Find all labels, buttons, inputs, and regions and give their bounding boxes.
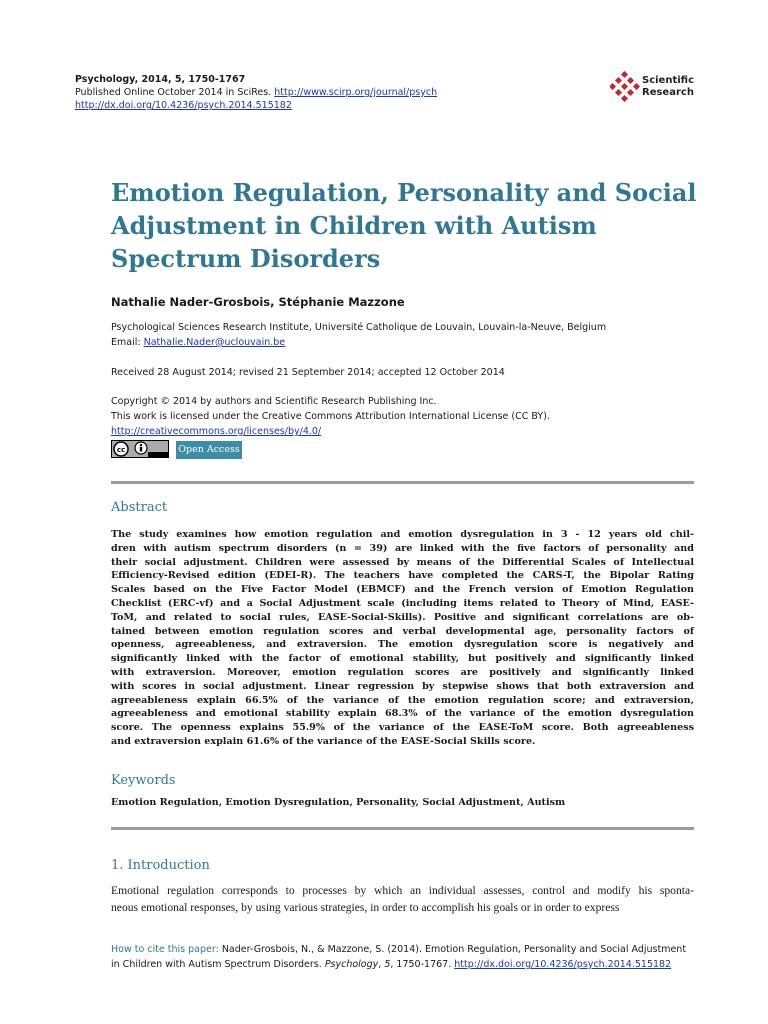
affiliation: Psychological Sciences Research Institute, Université Catholique de Louvain, Louvain-la-Neuve, Belgium bbox=[111, 322, 607, 333]
abstract-text bbox=[111, 528, 694, 749]
abstract-line: their social adjustment. Children were assessed by means of the Differential Scales of Intellectual bbox=[111, 556, 694, 568]
introduction-line: neous emotional responses, by using various strategies, in order to accomplish his goals or in order to express bbox=[111, 901, 620, 914]
license-text: This work is licensed under the Creative Commons Attribution International License (CC BY). bbox=[111, 411, 550, 422]
abstract-line: openness, agreeableness, and extraversion. The emotion dysregulation score is negatively and bbox=[111, 639, 694, 651]
keywords-text: Emotion Regulation, Emotion Dysregulation, Personality, Social Adjustment, Autism bbox=[111, 797, 566, 808]
copyright: Copyright © 2014 by authors and Scientific Research Publishing Inc. bbox=[111, 396, 437, 407]
section-divider bbox=[111, 481, 694, 484]
citation-doi-link[interactable]: http://dx.doi.org/10.4236/psych.2014.515182 bbox=[454, 959, 672, 970]
abstract-line: with extraversion. Moreover, emotion regulation scores are positively and significantly linked bbox=[111, 666, 694, 678]
citation-journal: Psychology bbox=[324, 959, 379, 970]
email-label: Email: bbox=[111, 337, 141, 348]
license-url-line bbox=[111, 424, 321, 439]
introduction-heading: 1. Introduction bbox=[111, 858, 210, 873]
section-divider bbox=[111, 827, 694, 830]
doi-line bbox=[75, 99, 292, 113]
email-line bbox=[111, 335, 285, 350]
published-line bbox=[75, 86, 437, 100]
authors: Nathalie Nader-Grosbois, Stéphanie Mazzone bbox=[111, 295, 405, 309]
doi-link[interactable]: http://dx.doi.org/10.4236/psych.2014.515182 bbox=[75, 100, 292, 111]
license-url-link[interactable]: http://creativecommons.org/licenses/by/4.0/ bbox=[111, 426, 322, 437]
keywords-heading: Keywords bbox=[111, 773, 176, 788]
citation-pages: , 1750-1767. bbox=[390, 959, 452, 970]
publisher-name-line2: Research bbox=[642, 87, 694, 98]
citation-line-2: in Children with Autism Spectrum Disorders. Psychology, 5, 1750-1767. http://dx.doi.org/10.4236/psych.2014.515182 bbox=[111, 959, 672, 970]
paper-title: Emotion Regulation, Personality and Social Adjustment in Children with Autism Spectrum Disorders bbox=[111, 178, 697, 273]
abstract-line: significantly linked with the factor of emotional stability, but positively and significantly linked bbox=[111, 653, 694, 665]
abstract-heading: Abstract bbox=[111, 500, 168, 515]
publisher-name bbox=[642, 75, 694, 99]
how-to-cite bbox=[111, 942, 711, 972]
published-text: Published Online October 2014 in SciRes. bbox=[75, 87, 272, 98]
abstract-line: Efficiency-Revised edition (EDEI-R). The teachers have completed the CARS-T, the Bipolar Rating bbox=[111, 570, 694, 582]
abstract-line: agreeableness explain 66.5% of the variance of the emotion regulation score; and extraversion, bbox=[111, 694, 694, 706]
citation-text-1: Nader-Grosbois, N., & Mazzone, S. (2014). Emotion Regulation, Personality and Social Adjustment bbox=[221, 944, 687, 955]
abstract-line: tained between emotion regulation scores and verbal developmental age, personality factors of bbox=[111, 625, 694, 637]
abstract-line: The study examines how emotion regulation and emotion dysregulation in 3 - 12 years old chil- bbox=[111, 529, 694, 540]
citation-volume: 5 bbox=[384, 959, 391, 970]
scientific-research-logo bbox=[610, 71, 720, 105]
introduction-line: Emotional regulation corresponds to processes by which an individual assesses, control and modify his sponta- bbox=[111, 884, 694, 897]
abstract-line: Scales based on the Five Factor Model (EBMCF) and the French version of Emotion Regulation bbox=[111, 584, 694, 596]
abstract-line: with scores in social adjustment. Linear regression by stepwise shows that both extraversion and bbox=[111, 680, 694, 692]
svg-text:cc: cc bbox=[116, 446, 126, 454]
publisher-name-line1: Scientific bbox=[642, 75, 695, 86]
citation-line-1 bbox=[111, 942, 711, 957]
introduction-text bbox=[111, 882, 694, 916]
abstract-line: ToM, and related to social rules, EASE-Social-Skills). Positive and significant correlations are ob- bbox=[111, 611, 694, 623]
abstract-line: Checklist (ERC-vf) and a Social Adjustment scale (including items related to Theory of Mind, EASE- bbox=[111, 597, 694, 609]
publisher-logo-mark-icon bbox=[610, 71, 640, 103]
cc-by-license-icon[interactable] bbox=[111, 440, 169, 458]
abstract-line: and extraversion explain 61.6% of the variance of the EASE-Social Skills score. bbox=[111, 735, 536, 747]
email-link[interactable]: Nathalie.Nader@uclouvain.be bbox=[143, 337, 286, 348]
journal-url-link[interactable]: http://www.scirp.org/journal/psych bbox=[274, 87, 438, 98]
citation-text-2: in Children with Autism Spectrum Disorders. bbox=[111, 959, 322, 970]
journal-citation-line: Psychology, 2014, 5, 1750-1767 bbox=[75, 74, 246, 85]
open-access-badge: Open Access bbox=[176, 441, 242, 459]
citation-label: How to cite this paper: bbox=[111, 944, 219, 955]
abstract-line: agreeableness and emotional stability explain 68.3% of the variance of the emotion dysregulation bbox=[111, 708, 694, 720]
abstract-line: dren with autism spectrum disorders (n = 39) are linked with the five factors of personality and bbox=[111, 542, 694, 554]
abstract-line: score. The openness explains 55.9% of the variance of the EASE-ToM score. Both agreeableness bbox=[111, 722, 694, 734]
received-dates: Received 28 August 2014; revised 21 September 2014; accepted 12 October 2014 bbox=[111, 367, 505, 378]
